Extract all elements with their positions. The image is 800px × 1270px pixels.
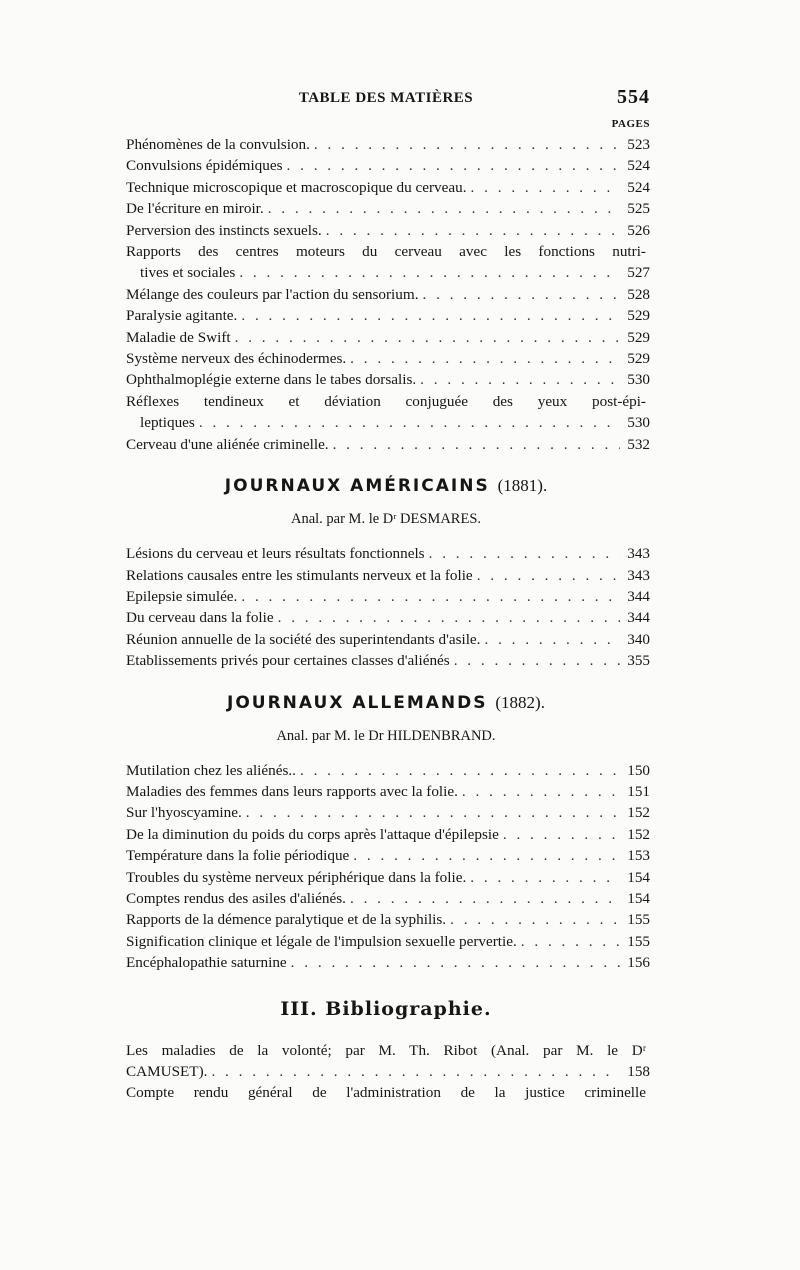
section-allemands-entries	[126, 760, 650, 974]
toc-entry: Mélange des couleurs par l'action du sensorium. . . . 528	[126, 284, 646, 305]
toc-page	[126, 86, 650, 1104]
header-title: TABLE DES MATIÈRES	[298, 90, 474, 106]
toc-entry: Encéphalopathie saturnine . . . 156	[126, 952, 646, 973]
toc-entry: CAMUSET). . . . 158	[126, 1061, 646, 1082]
toc-entry: Epilepsie simulée. . . . 344	[126, 586, 646, 607]
section-untitled-entries	[126, 134, 650, 455]
toc-entry: Ophthalmoplégie externe dans le tabes dorsalis. . . . 530	[126, 369, 646, 390]
pages-column-label: PAGES	[611, 118, 650, 130]
toc-entry: Système nerveux des échinodermes. . . . 529	[126, 348, 646, 369]
section-byline: Anal. par M. le Dʳ DESMARES.	[290, 511, 482, 528]
toc-entry: Technique microscopique et macroscopique du cerveau. . . . 524	[126, 177, 646, 198]
toc-entry: Réunion annuelle de la société des superintendants d'asile. . . . 340	[126, 629, 646, 650]
toc-entry: Phénomènes de la convulsion. . . . 523	[126, 134, 646, 155]
section-bibliographie-entries	[126, 1040, 650, 1104]
page-number: 554	[617, 86, 650, 108]
toc-entry: Convulsions épidémiques . . . 524	[126, 155, 646, 176]
toc-entry: De l'écriture en miroir. . . . 525	[126, 198, 646, 219]
section-americains-entries	[126, 543, 650, 671]
toc-entry: tives et sociales . . . 527	[126, 262, 646, 283]
toc-entry: Cerveau d'une aliénée criminelle. . . . 532	[126, 434, 646, 455]
toc-entry: Maladies des femmes dans leurs rapports avec la folie. . . . 151	[126, 781, 646, 802]
toc-entry: Mutilation chez les aliénés.. . . . 150	[126, 760, 646, 781]
toc-entry: Paralysie agitante. . . . 529	[126, 305, 646, 326]
toc-entry: Etablissements privés pour certaines classes d'aliénés . . . 355	[126, 650, 646, 671]
toc-entry: Température dans la folie périodique . . . 153	[126, 845, 646, 866]
toc-entry: Relations causales entre les stimulants nerveux et la folie . . . 343	[126, 565, 646, 586]
toc-entry: Sur l'hyoscyamine. . . . 152	[126, 802, 646, 823]
toc-entry: Comptes rendus des asiles d'aliénés. . . . 154	[126, 888, 646, 909]
toc-entry: De la diminution du poids du corps après l'attaque d'épilepsie . . . 152	[126, 824, 646, 845]
toc-entry: Troubles du système nerveux périphérique dans la folie. . . . 154	[126, 867, 646, 888]
section-heading-americains: JOURNAUX AMÉRICAINS (1881).	[224, 476, 548, 497]
toc-entry: Du cerveau dans la folie . . . 344	[126, 607, 646, 628]
toc-entry: Lésions du cerveau et leurs résultats fonctionnels . . . 343	[126, 543, 646, 564]
section-heading-allemands: JOURNAUX ALLEMANDS (1882).	[227, 692, 545, 713]
toc-entry-wrapped-line: Compte rendu général de l'administration de la justice criminelle	[126, 1084, 646, 1102]
running-header	[126, 86, 650, 114]
toc-entry: Signification clinique et légale de l'impulsion sexuelle pervertie. . . . 155	[126, 931, 646, 952]
toc-entry: Rapports de la démence paralytique et de la syphilis. . . . 155	[126, 909, 646, 930]
toc-entry-wrapped-line: Réflexes tendineux et déviation conjuguée des yeux post-épi-	[126, 392, 646, 410]
section-byline: Anal. par M. le Dr HILDENBRAND.	[276, 727, 496, 744]
toc-entry-wrapped-line: Rapports des centres moteurs du cerveau avec les fonctions nutri-	[126, 243, 646, 261]
toc-entry-wrapped-line: Les maladies de la volonté; par M. Th. Ribot (Anal. par M. le Dʳ	[126, 1041, 646, 1059]
section-heading-bibliographie: III. Bibliographie.	[280, 997, 492, 1020]
toc-entry: Maladie de Swift . . . 529	[126, 327, 646, 348]
toc-entry: leptiques . . . 530	[126, 412, 646, 433]
toc-entry: Perversion des instincts sexuels. . . . 526	[126, 220, 646, 241]
